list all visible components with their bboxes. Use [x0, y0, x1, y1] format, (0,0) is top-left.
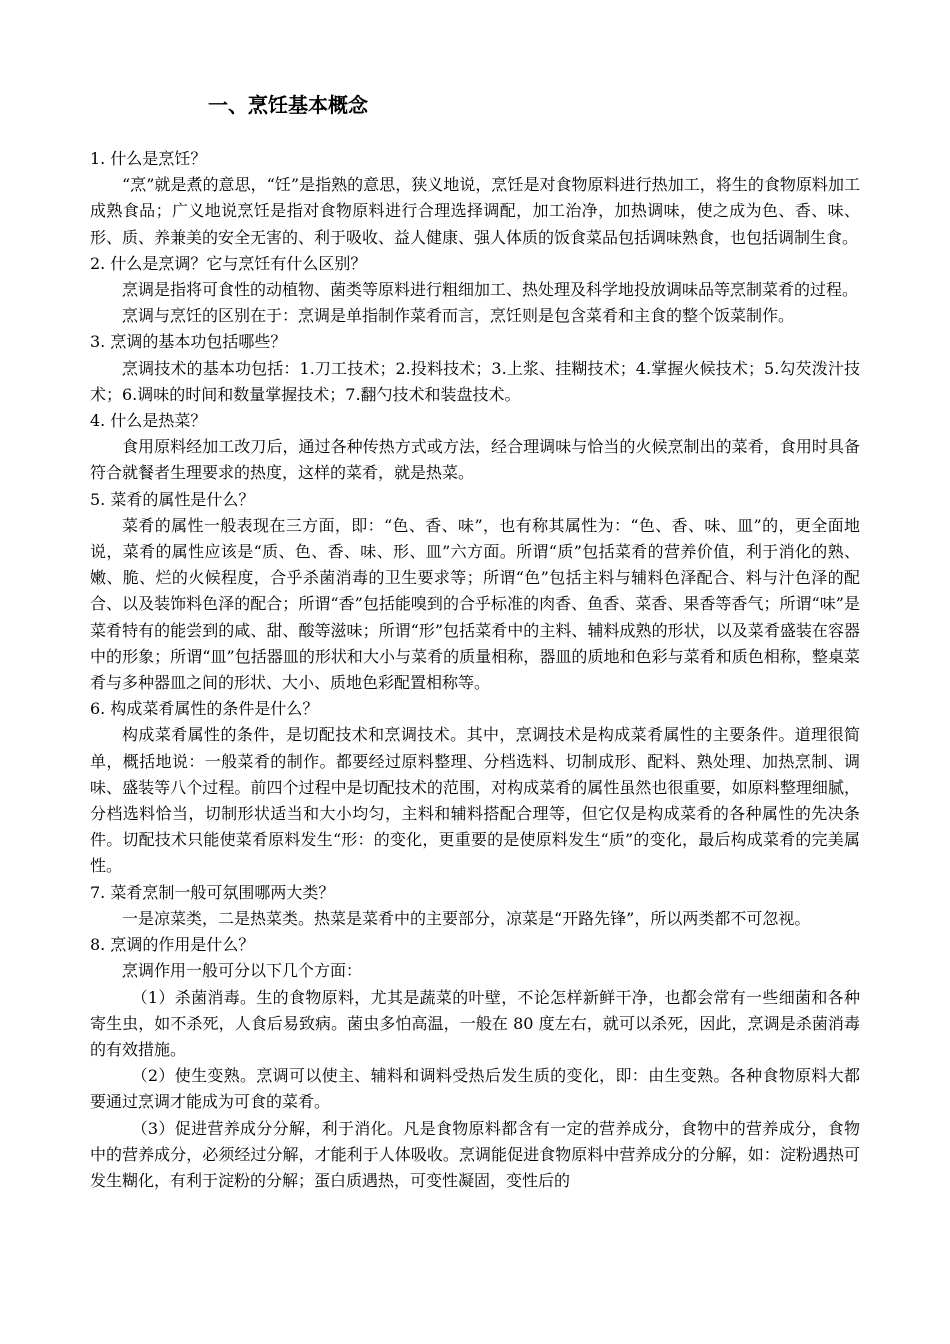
question-heading: 6. 构成菜肴属性的条件是什么？ [90, 699, 319, 719]
question-heading: 3. 烹调的基本功包括哪些？ [90, 332, 287, 352]
question-heading: 7. 菜肴烹制一般可氛围哪两大类？ [90, 882, 335, 902]
question-heading: 2. 什么是烹调？它与烹饪有什么区别？ [90, 253, 367, 273]
question-heading: 4. 什么是热菜？ [90, 411, 207, 431]
question-heading: 5. 菜肴的属性是什么？ [90, 489, 255, 509]
paragraph: 烹调与烹饪的区别在于：烹调是单指制作菜肴而言，烹饪则是包含菜肴和主食的整个饭菜制作。 [122, 306, 795, 326]
paragraph: 菜肴的属性一般表现在三方面，即：“色、香、味”，也有称其属性为：“色、香、味、皿”的，更全面地说，菜肴的属性应该是“质、色、香、味、形、皿”六方面。所谓“质”包括菜肴的营养价值，利于消化的熟、嫩、脆、烂的火候程度，合乎杀菌消毒的卫生要求等；所谓“色”包括主料与辅料色泽配合、料与汁色泽的配合、以及装饰料色泽的配合；所谓“香”包括能嗅到的合乎标准的肉香、鱼香、菜香、果香等香气；所谓“味”是菜肴特有的能尝到的咸、甜、酸等滋味；所谓“形”包括菜肴中的主料、辅料成熟的形状，以及菜肴盛装在容器中的形象；所谓“皿”包括器皿的形状和大小与菜肴的质量相称，器皿的质地和色彩与菜肴和质色相称，整桌菜肴与多种器皿之间的形状、大小、质地色彩配置相称等。 [90, 515, 860, 693]
paragraph: 食用原料经加工改刀后，通过各种传热方式或方法，经合理调味与恰当的火候烹制出的菜肴，食用时具备符合就餐者生理要求的热度，这样的菜肴，就是热菜。 [90, 437, 860, 483]
paragraph: 烹调作用一般可分以下几个方面： [122, 961, 363, 981]
list-item: （2）使生变熟。烹调可以使主、辅料和调料受热后发生质的变化，即：由生变熟。各种食物原料大都要通过烹调才能成为可食的菜肴。 [90, 1066, 860, 1112]
list-item: （1）杀菌消毒。生的食物原料，尤其是蔬菜的叶壁，不论怎样新鲜干净，也都会常有一些细菌和各种寄生虫，如不杀死，人食后易致病。菌虫多怕高温，一般在 80 度左右，就可以杀死，因此，烹调是杀菌消毒的有效措施。 [90, 987, 860, 1059]
list-item: （3）促进营养成分分解，利于消化。凡是食物原料都含有一定的营养成分，食物中的营养成分，食物中的营养成分，必须经过分解，才能利于人体吸收。烹调能促进食物原料中营养成分的分解，如：淀粉遇热可发生糊化，有利于淀粉的分解；蛋白质遇热，可变性凝固，变性后的 [90, 1118, 860, 1190]
document-body [90, 146, 860, 1194]
question-heading: 1. 什么是烹饪？ [90, 149, 207, 168]
paragraph: “烹”就是煮的意思，“饪”是指熟的意思，狭义地说，烹饪是对食物原料进行热加工，将生的食物原料加工成熟食品；广义地说烹饪是指对食物原料进行合理选择调配，加工治净，加热调味，使之成为色、香、味、形、质、养兼美的安全无害的、利于吸收、益人健康、强人体质的饭食菜品包括调味熟食，也包括调制生食。 [90, 175, 860, 247]
paragraph: 构成菜肴属性的条件，是切配技术和烹调技术。其中，烹调技术是构成菜肴属性的主要条件。道理很简单，概括地说：一般菜肴的制作。都要经过原料整理、分档选料、切制成形、配料、熟处理、加热烹制、调味、盛装等八个过程。前四个过程中是切配技术的范围，对构成菜肴的属性虽然也很重要，如原料整理细腻，分档选料恰当，切制形状适当和大小均匀，主料和辅料搭配合理等，但它仅是构成菜肴的各种属性的先决条件。切配技术只能使菜肴原料发生“形：的变化，更重要的是使原料发生“质”的变化，最后构成菜肴的完美属性。 [90, 725, 860, 876]
paragraph: 一是凉菜类，二是热菜类。热菜是菜肴中的主要部分，凉菜是“开路先锋”，所以两类都不可忽视。 [122, 908, 811, 928]
paragraph: 烹调是指将可食性的动植物、菌类等原料进行粗细加工、热处理及科学地投放调味品等烹制菜肴的过程。 [122, 280, 859, 300]
page-title: 一、烹饪基本概念 [208, 93, 368, 117]
paragraph: 烹调技术的基本功包括：1.刀工技术；2.投料技术；3.上浆、挂糊技术；4.掌握火候技术；5.勾芡泼汁技术；6.调味的时间和数量掌握技术；7.翻勺技术和装盘技术。 [90, 358, 860, 404]
question-heading: 8. 烹调的作用是什么？ [90, 935, 255, 955]
document-page [90, 92, 860, 1194]
